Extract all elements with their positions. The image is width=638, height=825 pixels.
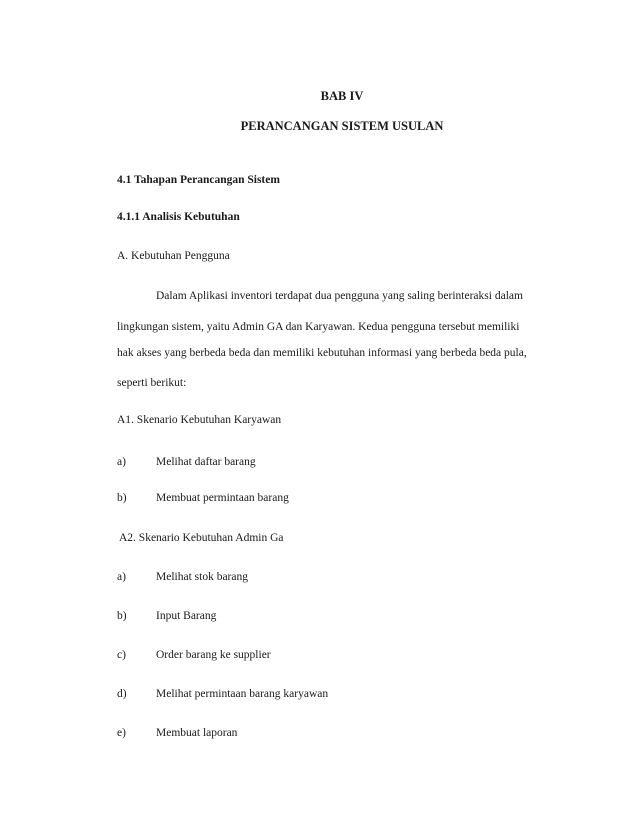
chapter-label: BAB IV xyxy=(320,89,364,103)
list-item: Melihat permintaan barang karyawan xyxy=(156,688,329,700)
list-marker: a) xyxy=(117,571,126,583)
list-marker: b) xyxy=(117,492,127,504)
list-marker: a) xyxy=(117,456,126,468)
paragraph-line: seperti berikut: xyxy=(117,377,187,389)
paragraph-line: hak akses yang berbeda beda dan memiliki kebutuhan informasi yang berbeda beda pula, xyxy=(117,347,527,359)
list-item: Melihat stok barang xyxy=(156,571,248,583)
list-item: Melihat daftar barang xyxy=(156,456,256,468)
paragraph-line: lingkungan sistem, yaitu Admin GA dan Karyawan. Kedua pengguna tersebut memiliki xyxy=(117,321,520,333)
list-marker: d) xyxy=(117,688,127,700)
list-item: Membuat permintaan barang xyxy=(156,492,289,504)
list-item: Membuat laporan xyxy=(156,727,238,739)
chapter-title: PERANCANGAN SISTEM USULAN xyxy=(240,119,444,133)
paragraph-line: Dalam Aplikasi inventori terdapat dua pengguna yang saling berinteraksi dalam xyxy=(156,290,523,302)
subsection-heading: 4.1.1 Analisis Kebutuhan xyxy=(117,211,240,223)
list-marker: c) xyxy=(117,649,126,661)
list-item: Order barang ke supplier xyxy=(156,649,271,661)
section-heading: 4.1 Tahapan Perancangan Sistem xyxy=(117,174,280,186)
part-a-heading: A. Kebutuhan Pengguna xyxy=(117,250,230,262)
list-marker: b) xyxy=(117,610,127,622)
list-item: Input Barang xyxy=(156,610,217,622)
scenario-a2-heading: A2. Skenario Kebutuhan Admin Ga xyxy=(119,532,284,544)
list-marker: e) xyxy=(117,727,126,739)
scenario-a1-heading: A1. Skenario Kebutuhan Karyawan xyxy=(117,414,282,426)
